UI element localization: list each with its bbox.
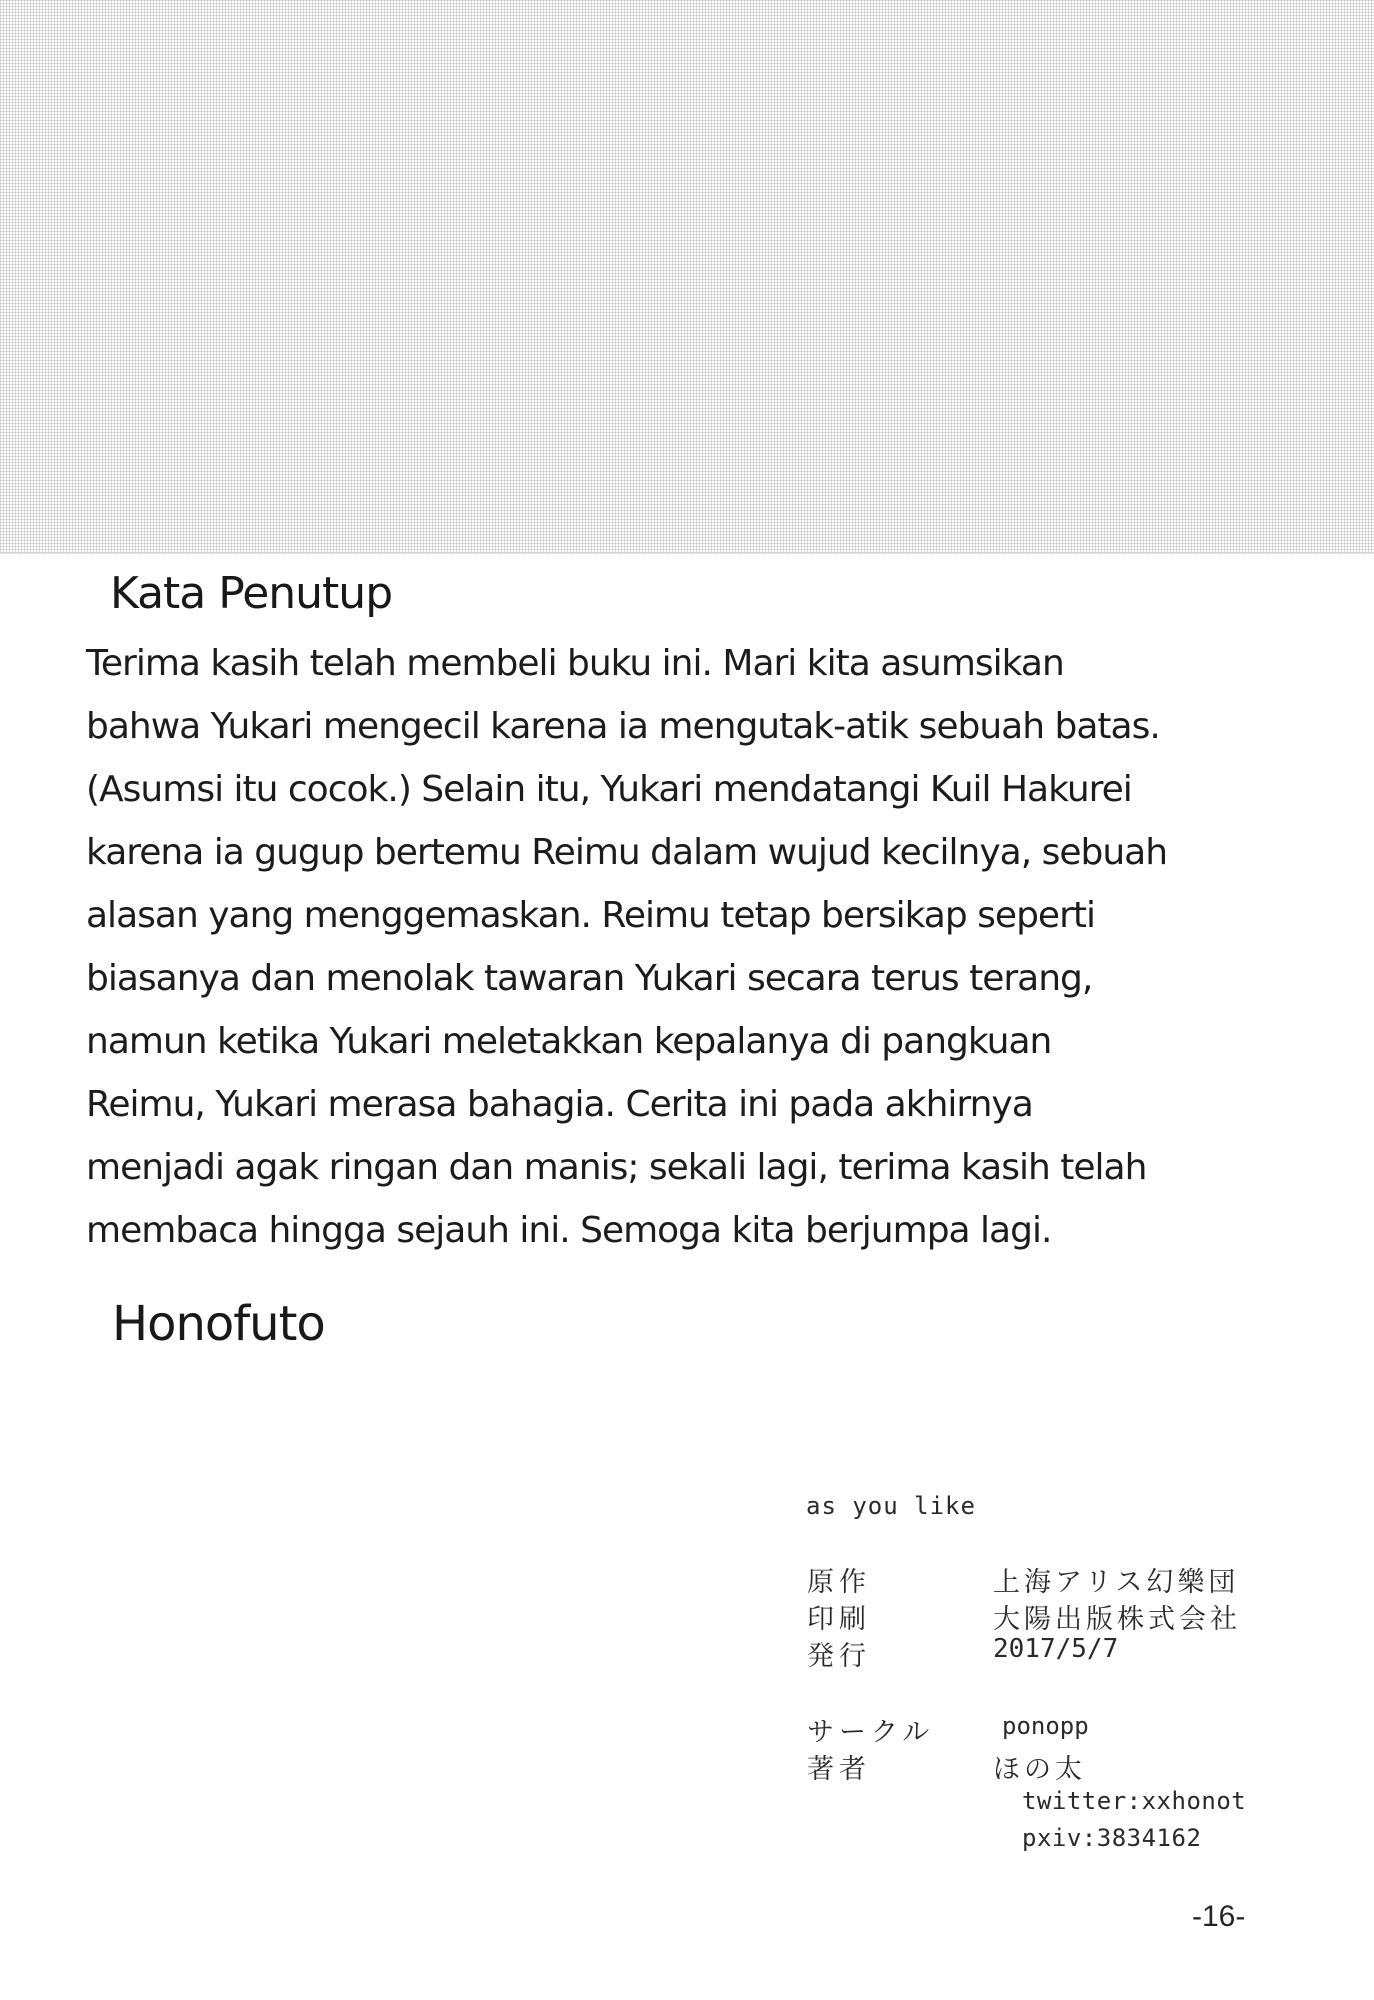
colophon-label: サークル: [807, 1717, 935, 1748]
book-title: as you like: [806, 1492, 976, 1520]
colophon-row-circle: [0, 1710, 1374, 1746]
afterword-line: karena ia gugup bertemu Reimu dalam wujud kecilnya, sebuah: [86, 832, 1168, 873]
colophon-value: 2017/5/7: [993, 1634, 1119, 1664]
screentone-band: [0, 0, 1374, 554]
twitter-handle: twitter:xxhonot: [1022, 1787, 1247, 1815]
afterword-line: namun ketika Yukari meletakkan kepalanya di pangkuan: [86, 1021, 1052, 1062]
pixiv-id: pxiv:3834162: [1022, 1824, 1202, 1852]
afterword-line: biasanya dan menolak tawaran Yukari secara terus terang,: [86, 958, 1093, 999]
colophon-value: 大陽出版株式会社: [993, 1604, 1241, 1635]
colophon-row-publication-date: [0, 1634, 1374, 1670]
colophon-value: ほの太: [993, 1754, 1086, 1785]
colophon-label: 著者: [807, 1754, 871, 1785]
colophon-label: 印刷: [807, 1604, 871, 1635]
afterword-line: Reimu, Yukari merasa bahagia. Cerita ini pada akhirnya: [86, 1084, 1033, 1125]
afterword-line: (Asumsi itu cocok.) Selain itu, Yukari mendatangi Kuil Hakurei: [86, 769, 1132, 810]
colophon-row-original-work: [0, 1560, 1374, 1596]
colophon-label: 発行: [807, 1641, 871, 1672]
afterword-heading: Kata Penutup: [110, 568, 393, 619]
colophon-row-printing: [0, 1597, 1374, 1633]
afterword-line: membaca hingga sejauh ini. Semoga kita berjumpa lagi.: [86, 1210, 1052, 1251]
colophon-row-author: [0, 1747, 1374, 1783]
colophon-label: 原作: [807, 1567, 871, 1598]
afterword-line: menjadi agak ringan dan manis; sekali lagi, terima kasih telah: [86, 1147, 1147, 1188]
colophon-value: ponopp: [1002, 1712, 1089, 1740]
afterword-line: Terima kasih telah membeli buku ini. Mari kita asumsikan: [86, 643, 1064, 684]
colophon-value: 上海アリス幻樂団: [993, 1567, 1240, 1598]
afterword-line: bahwa Yukari mengecil karena ia mengutak-atik sebuah batas.: [86, 706, 1160, 747]
author-signature: Honofuto: [112, 1296, 325, 1352]
afterword-line: alasan yang menggemaskan. Reimu tetap bersikap seperti: [86, 895, 1095, 936]
afterword-paragraph: [86, 632, 1296, 1262]
page-number: -16-: [1192, 1900, 1246, 1933]
